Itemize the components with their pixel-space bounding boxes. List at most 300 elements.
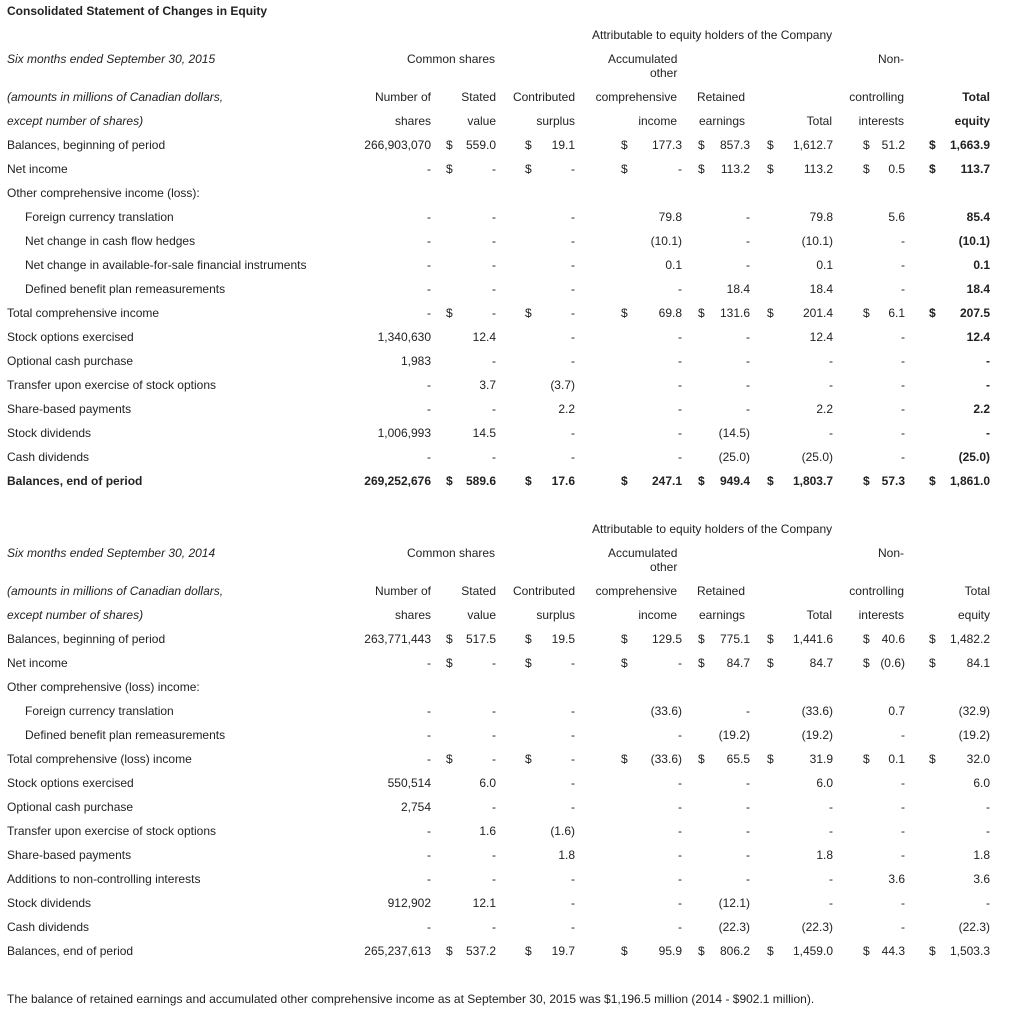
table-cell: - <box>427 752 431 766</box>
currency-symbol: $ <box>767 306 774 320</box>
table-cell: - <box>746 210 750 224</box>
table-cell: - <box>571 450 575 464</box>
table-cell: - <box>571 872 575 886</box>
table-cell: (25.0) <box>958 450 990 464</box>
table-cell: - <box>901 824 905 838</box>
row-label: Balances, end of period <box>7 944 134 958</box>
currency-symbol: $ <box>767 944 774 958</box>
currency-symbol: $ <box>767 656 774 670</box>
row-label: Transfer upon exercise of stock options <box>7 378 216 392</box>
header-non: Non- <box>878 52 905 66</box>
table-cell: (25.0) <box>718 450 750 464</box>
table-cell: 1,663.9 <box>949 138 990 152</box>
currency-symbol: $ <box>863 162 870 176</box>
table-cell: - <box>678 282 682 296</box>
table-cell: - <box>678 426 682 440</box>
table-cell: 12.1 <box>472 896 496 910</box>
table-cell: 775.1 <box>719 632 750 646</box>
table-cell: 84.7 <box>809 656 833 670</box>
currency-symbol: $ <box>767 162 774 176</box>
table-cell: - <box>901 800 905 814</box>
table-cell: 2,754 <box>400 800 431 814</box>
table-cell: - <box>678 330 682 344</box>
row-label: Net change in available-for-sale financial instruments <box>25 258 307 272</box>
table-cell: 1.8 <box>816 848 833 862</box>
table-cell: - <box>746 800 750 814</box>
column-header: shares <box>394 608 431 622</box>
table-cell: - <box>571 258 575 272</box>
table-cell: 1,503.3 <box>949 944 990 958</box>
table-cell: - <box>901 426 905 440</box>
row-label: Total comprehensive income <box>7 306 160 320</box>
column-header: shares <box>394 114 431 128</box>
table-cell: - <box>427 704 431 718</box>
table-cell: 113.2 <box>803 162 833 176</box>
table-cell: 537.2 <box>465 944 496 958</box>
column-header: earnings <box>698 608 745 622</box>
table-cell: (25.0) <box>801 450 833 464</box>
table-cell: (19.2) <box>801 728 833 742</box>
header-common-shares: Common shares <box>407 52 496 66</box>
table-cell: 912,902 <box>387 896 431 910</box>
table-cell: - <box>427 824 431 838</box>
table-cell: 14.5 <box>472 426 496 440</box>
column-header: Stated <box>461 584 496 598</box>
column-header: surplus <box>536 608 575 622</box>
table-cell: 6.0 <box>973 776 990 790</box>
table-cell: - <box>986 354 990 368</box>
table-cell: 550,514 <box>387 776 431 790</box>
currency-symbol: $ <box>621 474 628 488</box>
table-cell: - <box>746 258 750 272</box>
table-cell: 6.0 <box>479 776 496 790</box>
table-cell: - <box>492 282 496 296</box>
column-header: Total <box>962 90 990 104</box>
table-cell: 0.1 <box>888 752 905 766</box>
table-cell: 0.5 <box>888 162 905 176</box>
table-cell: - <box>571 306 575 320</box>
column-header: comprehensive <box>595 584 677 598</box>
table-cell: - <box>571 800 575 814</box>
table-cell: - <box>746 848 750 862</box>
table-cell: 1.8 <box>558 848 575 862</box>
row-label: Cash dividends <box>7 920 90 934</box>
table-cell: 265,237,613 <box>364 944 431 958</box>
table-cell: - <box>492 920 496 934</box>
row-label: Balances, end of period <box>7 474 143 488</box>
currency-symbol: $ <box>621 752 628 766</box>
table-cell: 95.9 <box>658 944 682 958</box>
table-cell: - <box>492 728 496 742</box>
table-cell: 129.5 <box>651 632 682 646</box>
table-cell: 1,983 <box>400 354 431 368</box>
table-cell: 19.7 <box>551 944 575 958</box>
column-header: income <box>638 114 677 128</box>
currency-symbol: $ <box>621 632 628 646</box>
table-cell: (33.6) <box>650 752 682 766</box>
table-cell: - <box>746 330 750 344</box>
table-cell: - <box>571 656 575 670</box>
table-cell: (3.7) <box>550 378 575 392</box>
table-cell: - <box>571 330 575 344</box>
units-note-line2: except number of shares) <box>7 114 144 128</box>
currency-symbol: $ <box>929 474 936 488</box>
row-label: Share-based payments <box>7 848 132 862</box>
row-label: Additions to non-controlling interests <box>7 872 201 886</box>
currency-symbol: $ <box>929 752 936 766</box>
currency-symbol: $ <box>446 752 453 766</box>
header-accumulated: Accumulated <box>608 52 678 66</box>
table-cell: - <box>492 210 496 224</box>
table-cell: - <box>901 234 905 248</box>
table-cell: - <box>492 800 496 814</box>
row-label: Optional cash purchase <box>7 354 134 368</box>
table-cell: - <box>427 234 431 248</box>
table-cell: - <box>901 354 905 368</box>
row-label: Total comprehensive (loss) income <box>7 752 192 766</box>
table-cell: 69.8 <box>658 306 682 320</box>
table-cell: - <box>492 162 496 176</box>
units-note-line1: (amounts in millions of Canadian dollars, <box>7 584 224 598</box>
table-cell: 1,482.2 <box>949 632 990 646</box>
table-cell: 17.6 <box>551 474 575 488</box>
units-note-line1: (amounts in millions of Canadian dollars, <box>7 90 224 104</box>
table-cell: - <box>492 258 496 272</box>
table-cell: 12.4 <box>472 330 496 344</box>
table-cell: (1.6) <box>550 824 575 838</box>
currency-symbol: $ <box>525 162 532 176</box>
table-cell: 3.6 <box>888 872 905 886</box>
header-accumulated: Accumulated <box>608 546 678 560</box>
currency-symbol: $ <box>621 656 628 670</box>
table-cell: (33.6) <box>801 704 833 718</box>
table-cell: - <box>746 704 750 718</box>
table-cell: - <box>829 824 833 838</box>
currency-symbol: $ <box>698 944 705 958</box>
column-header: Contributed <box>512 90 575 104</box>
row-label: Optional cash purchase <box>7 800 134 814</box>
table-cell: 1,612.7 <box>792 138 833 152</box>
table-cell: 84.7 <box>726 656 750 670</box>
table-cell: - <box>678 776 682 790</box>
currency-symbol: $ <box>929 138 936 152</box>
table-cell: 2.2 <box>816 402 833 416</box>
table-cell: - <box>492 872 496 886</box>
table-cell: - <box>829 426 833 440</box>
table-cell: - <box>678 354 682 368</box>
table-cell: 18.4 <box>966 282 990 296</box>
currency-symbol: $ <box>767 474 774 488</box>
table-cell: (0.6) <box>880 656 905 670</box>
table-cell: - <box>571 426 575 440</box>
currency-symbol: $ <box>446 656 453 670</box>
table-cell: - <box>427 258 431 272</box>
table-cell: (10.1) <box>958 234 990 248</box>
column-header: value <box>467 608 496 622</box>
table-cell: 269,252,676 <box>364 474 431 488</box>
currency-symbol: $ <box>525 752 532 766</box>
currency-symbol: $ <box>621 162 628 176</box>
column-header: Total <box>806 608 832 622</box>
table-cell: - <box>571 752 575 766</box>
table-cell: - <box>678 872 682 886</box>
row-label: Cash dividends <box>7 450 90 464</box>
currency-symbol: $ <box>929 632 936 646</box>
table-cell: - <box>492 306 496 320</box>
table-cell: 0.1 <box>973 258 990 272</box>
table-cell: 65.5 <box>726 752 750 766</box>
table-cell: 85.4 <box>966 210 990 224</box>
table-cell: 949.4 <box>719 474 750 488</box>
table-cell: - <box>901 402 905 416</box>
table-cell: - <box>571 776 575 790</box>
currency-symbol: $ <box>929 944 936 958</box>
column-header: controlling <box>849 90 904 104</box>
table-cell: - <box>427 848 431 862</box>
currency-symbol: $ <box>767 752 774 766</box>
table-cell: - <box>427 402 431 416</box>
table-cell: 5.6 <box>888 210 905 224</box>
column-header: Retained <box>696 584 745 598</box>
table-cell: - <box>986 426 990 440</box>
column-header: interests <box>858 114 904 128</box>
table-cell: - <box>901 450 905 464</box>
column-header: income <box>638 608 677 622</box>
table-cell: (12.1) <box>718 896 750 910</box>
table-cell: - <box>986 896 990 910</box>
table-cell: 51.2 <box>881 138 905 152</box>
table-cell: - <box>492 656 496 670</box>
currency-symbol: $ <box>863 474 870 488</box>
footnote: The balance of retained earnings and accumulated other comprehensive income as at September 30, 2015 was $1,196.5 million (2014 - $902.1 million). <box>7 992 815 1006</box>
currency-symbol: $ <box>863 656 870 670</box>
table-cell: - <box>427 282 431 296</box>
column-header: controlling <box>849 584 904 598</box>
table-cell: - <box>678 848 682 862</box>
column-header: Number of <box>374 90 431 104</box>
table-cell: 6.1 <box>888 306 905 320</box>
currency-symbol: $ <box>525 632 532 646</box>
table-cell: - <box>571 896 575 910</box>
column-header: Number of <box>374 584 431 598</box>
row-label: Defined benefit plan remeasurements <box>25 728 226 742</box>
table-cell: - <box>492 752 496 766</box>
currency-symbol: $ <box>446 138 453 152</box>
table-cell: - <box>901 378 905 392</box>
table-cell: - <box>746 872 750 886</box>
table-cell: - <box>678 402 682 416</box>
table-cell: 247.1 <box>651 474 682 488</box>
table-cell: - <box>492 450 496 464</box>
currency-symbol: $ <box>525 474 532 488</box>
table-cell: 177.3 <box>651 138 682 152</box>
table-cell: 1.8 <box>973 848 990 862</box>
row-label: Net income <box>7 656 68 670</box>
table-cell: 2.2 <box>558 402 575 416</box>
table-cell: - <box>571 282 575 296</box>
table-cell: 19.1 <box>551 138 575 152</box>
table-cell: - <box>571 234 575 248</box>
table-cell: - <box>829 354 833 368</box>
currency-symbol: $ <box>446 474 453 488</box>
table-cell: - <box>746 402 750 416</box>
row-label: Net income <box>7 162 68 176</box>
table-cell: 1,861.0 <box>949 474 990 488</box>
table-cell: - <box>427 920 431 934</box>
currency-symbol: $ <box>698 632 705 646</box>
page-title: Consolidated Statement of Changes in Equity <box>7 4 268 18</box>
currency-symbol: $ <box>621 944 628 958</box>
currency-symbol: $ <box>698 138 705 152</box>
units-note-line2: except number of shares) <box>7 608 144 622</box>
table-cell: - <box>746 776 750 790</box>
column-header: Stated <box>461 90 496 104</box>
table-cell: 0.1 <box>665 258 682 272</box>
currency-symbol: $ <box>863 306 870 320</box>
table-cell: - <box>571 920 575 934</box>
table-cell: - <box>492 402 496 416</box>
currency-symbol: $ <box>929 306 936 320</box>
currency-symbol: $ <box>698 752 705 766</box>
table-cell: 201.4 <box>802 306 833 320</box>
currency-symbol: $ <box>525 656 532 670</box>
row-label: Foreign currency translation <box>25 704 174 718</box>
header-other: other <box>650 560 678 574</box>
attributable-header: Attributable to equity holders of the Company <box>592 28 833 42</box>
column-header: earnings <box>698 114 745 128</box>
currency-symbol: $ <box>621 306 628 320</box>
currency-symbol: $ <box>698 162 705 176</box>
row-label: Transfer upon exercise of stock options <box>7 824 216 838</box>
table-cell: 0.7 <box>888 704 905 718</box>
table-cell: 559.0 <box>465 138 496 152</box>
table-cell: (10.1) <box>801 234 833 248</box>
header-common-shares: Common shares <box>407 546 496 560</box>
header-other: other <box>650 66 678 80</box>
table-cell: (33.6) <box>650 704 682 718</box>
table-cell: 19.5 <box>551 632 575 646</box>
table-cell: - <box>678 162 682 176</box>
column-header: Total <box>964 584 990 598</box>
table-cell: - <box>746 378 750 392</box>
table-cell: 6.0 <box>816 776 833 790</box>
table-cell: 1,006,993 <box>377 426 431 440</box>
currency-symbol: $ <box>446 632 453 646</box>
table-cell: 31.9 <box>809 752 833 766</box>
currency-symbol: $ <box>446 944 453 958</box>
currency-symbol: $ <box>621 138 628 152</box>
table-cell: - <box>492 704 496 718</box>
table-cell: (22.3) <box>801 920 833 934</box>
currency-symbol: $ <box>446 162 453 176</box>
table-cell: - <box>571 728 575 742</box>
table-cell: 263,771,443 <box>364 632 431 646</box>
column-header: Retained <box>696 90 745 104</box>
column-header: equity <box>954 114 990 128</box>
table-cell: - <box>678 896 682 910</box>
table-cell: 3.6 <box>973 872 990 886</box>
currency-symbol: $ <box>929 162 936 176</box>
table-cell: 1,459.0 <box>792 944 833 958</box>
column-header: comprehensive <box>595 90 677 104</box>
currency-symbol: $ <box>525 138 532 152</box>
table-cell: - <box>678 800 682 814</box>
table-cell: - <box>571 354 575 368</box>
table-cell: - <box>427 210 431 224</box>
table-cell: - <box>901 776 905 790</box>
row-label: Defined benefit plan remeasurements <box>25 282 226 296</box>
currency-symbol: $ <box>929 656 936 670</box>
table-cell: 2.2 <box>973 402 990 416</box>
row-label: Balances, beginning of period <box>7 632 166 646</box>
table-cell: 18.4 <box>809 282 833 296</box>
table-cell: 266,903,070 <box>364 138 431 152</box>
row-label: Stock options exercised <box>7 776 134 790</box>
row-label: Foreign currency translation <box>25 210 174 224</box>
row-label: Share-based payments <box>7 402 132 416</box>
currency-symbol: $ <box>698 656 705 670</box>
row-label: Other comprehensive income (loss): <box>7 186 200 200</box>
table-cell: - <box>746 824 750 838</box>
table-cell: - <box>427 728 431 742</box>
table-cell: - <box>571 704 575 718</box>
table-cell: - <box>678 450 682 464</box>
row-label: Balances, beginning of period <box>7 138 166 152</box>
currency-symbol: $ <box>863 138 870 152</box>
table-cell: - <box>901 330 905 344</box>
table-cell: - <box>901 282 905 296</box>
table-cell: - <box>829 872 833 886</box>
table-cell: - <box>571 162 575 176</box>
table-cell: 79.8 <box>658 210 682 224</box>
table-cell: 79.8 <box>809 210 833 224</box>
column-header: value <box>467 114 496 128</box>
table-cell: - <box>427 872 431 886</box>
currency-symbol: $ <box>767 138 774 152</box>
table-cell: 113.2 <box>720 162 750 176</box>
column-header: Total <box>806 114 832 128</box>
table-cell: - <box>829 378 833 392</box>
table-cell: - <box>901 896 905 910</box>
header-non: Non- <box>878 546 905 560</box>
table-cell: 1.6 <box>479 824 496 838</box>
table-cell: - <box>986 824 990 838</box>
currency-symbol: $ <box>446 306 453 320</box>
table-cell: 44.3 <box>881 944 905 958</box>
table-cell: 40.6 <box>881 632 905 646</box>
table-cell: - <box>427 656 431 670</box>
table-cell: 857.3 <box>719 138 750 152</box>
table-cell: - <box>678 824 682 838</box>
table-cell: - <box>829 896 833 910</box>
table-cell: 18.4 <box>726 282 750 296</box>
period-label: Six months ended September 30, 2014 <box>7 546 216 560</box>
table-cell: (19.2) <box>958 728 990 742</box>
column-header: interests <box>858 608 904 622</box>
column-header: Contributed <box>512 584 575 598</box>
table-cell: - <box>678 920 682 934</box>
attributable-header: Attributable to equity holders of the Company <box>592 522 833 536</box>
table-cell: - <box>492 354 496 368</box>
table-cell: - <box>427 378 431 392</box>
table-cell: (10.1) <box>650 234 682 248</box>
table-cell: - <box>427 162 431 176</box>
table-cell: 207.5 <box>959 306 990 320</box>
table-cell: 32.0 <box>966 752 990 766</box>
currency-symbol: $ <box>863 944 870 958</box>
table-cell: (22.3) <box>958 920 990 934</box>
table-cell: 1,441.6 <box>792 632 833 646</box>
